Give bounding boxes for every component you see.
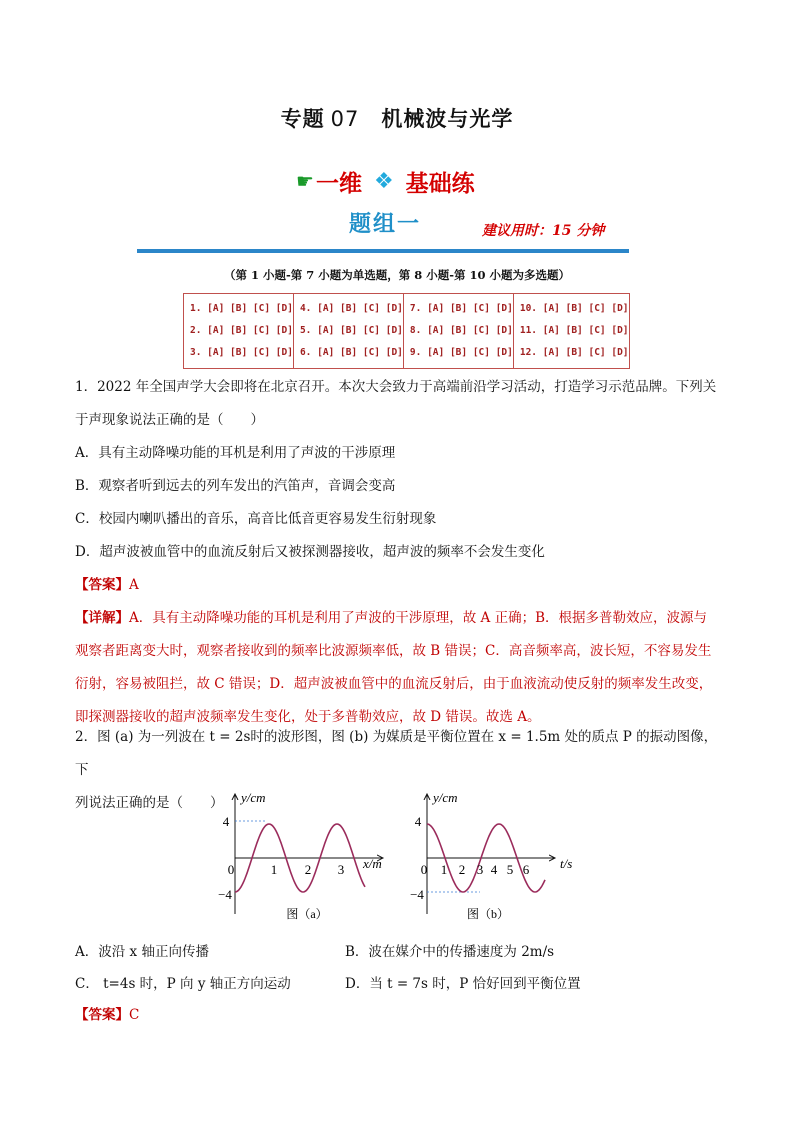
answer-cell[interactable]: 6. [A] [B] [C] [D] — [293, 342, 403, 369]
pointing-hand-icon: ☛ — [296, 169, 314, 193]
option-b: B．波在媒介中的传播速度为 2m/s — [345, 944, 555, 960]
answer-cell[interactable]: 11. [A] [B] [C] [D] — [513, 320, 629, 342]
y-min-label: −4 — [218, 887, 232, 902]
x-tick-label: 3 — [337, 862, 345, 877]
question-stem: 2．图 (a) 为一列波在 t = 2s时的波形图，图 (b) 为媒质是平衡位置在 x = 1.5m 处的质点 P 的振动图像，下 — [75, 729, 718, 778]
x-label: x/m — [363, 856, 382, 871]
option-a: A．波沿 x 轴正向传播 — [75, 944, 209, 960]
x-tick-label: 2 — [304, 862, 312, 877]
page-title: 专题 07 机械波与光学 — [280, 107, 514, 131]
explanation-line: 观察者距离变大时，观察者接收到的频率比波源频率低，故 B 错误；C．高音频率高，波长短，不容易发生 — [75, 643, 712, 659]
option-b: B．观察者听到远去的列车发出的汽笛声，音调会变高 — [75, 478, 396, 494]
level-banner — [296, 166, 475, 196]
x-tick-label: 3 — [476, 862, 484, 877]
y-max-label: 4 — [414, 814, 422, 829]
option-a: A．具有主动降噪功能的耳机是利用了声波的干涉原理 — [75, 445, 396, 461]
option-c: C． t=4s 时，P 向 y 轴正方向运动 — [75, 976, 291, 992]
answer-cell[interactable]: 3. [A] [B] [C] [D] — [184, 342, 294, 369]
answer-cell[interactable]: 5. [A] [B] [C] [D] — [293, 320, 403, 342]
answer-cell[interactable]: 7. [A] [B] [C] [D] — [403, 294, 513, 321]
x-tick-label: 5 — [506, 862, 514, 877]
wave-graph-a — [215, 788, 405, 928]
x-label: t/s — [560, 856, 573, 871]
x-tick-label: 1 — [440, 862, 448, 877]
y-label: y/cm — [433, 790, 458, 805]
answer-cell[interactable]: 4. [A] [B] [C] [D] — [293, 294, 403, 321]
banner-right: 基础练 — [405, 170, 475, 197]
answer-sheet — [183, 293, 630, 369]
answer-cell[interactable]: 2. [A] [B] [C] [D] — [184, 320, 294, 342]
origin-label: 0 — [227, 862, 235, 877]
diamond-dots-icon: ❖ — [373, 168, 394, 194]
option-d: D．当 t = 7s 时，P 恰好回到平衡位置 — [345, 976, 581, 992]
y-min-label: −4 — [410, 887, 424, 902]
option-d: D．超声波被血管中的血流反射后又被探测器接收，超声波的频率不会发生变化 — [75, 544, 545, 560]
vibration-graph-b — [400, 788, 590, 928]
answer-line: 【答案】A — [75, 577, 139, 593]
x-tick-label: 2 — [458, 862, 466, 877]
option-c: C．校园内喇叭播出的音乐，高音比低音更容易发生衍射现象 — [75, 511, 437, 527]
x-tick-label: 6 — [522, 862, 530, 877]
divider — [137, 249, 629, 253]
explanation-line: 衍射，容易被阻拦，故 C 错误；D．超声波被血管中的血流反射后，由于血液流动使反射的频率发生改变， — [75, 676, 713, 692]
question-stem: 列说法正确的是（ ） — [75, 795, 224, 811]
answer-cell[interactable]: 1. [A] [B] [C] [D] — [184, 294, 294, 321]
question-type-note: （第 1 小题-第 7 小题为单选题，第 8 小题-第 10 小题为多选题） — [223, 268, 571, 282]
question-stem: 于声现象说法正确的是（ ） — [75, 412, 264, 428]
y-label: y/cm — [241, 790, 266, 805]
answer-cell[interactable]: 12. [A] [B] [C] [D] — [513, 342, 629, 369]
caption-a: 图（a） — [286, 907, 328, 921]
group-label: 题组一 — [349, 212, 422, 237]
origin-label: 0 — [420, 862, 428, 877]
question-stem: 1．2022 年全国声学大会即将在北京召开。本次大会致力于高端前沿学习活动，打造学习示范品牌。下列关 — [75, 379, 717, 395]
question-1 — [75, 371, 725, 734]
answer-cell[interactable]: 10. [A] [B] [C] [D] — [513, 294, 629, 321]
x-tick-label: 4 — [490, 862, 498, 877]
explanation: 【详解】A．具有主动降噪功能的耳机是利用了声波的干涉原理，故 A 正确；B．根据多普勒效应，波源与 — [75, 610, 708, 626]
answer-row — [184, 294, 630, 321]
caption-b: 图（b） — [466, 907, 510, 921]
answer-row — [184, 342, 630, 369]
explanation-line: 即探测器接收的超声波频率发生变化，处于多普勒效应，故 D 错误。故选 A。 — [75, 709, 541, 725]
answer-line: 【答案】C — [75, 1007, 140, 1023]
answer-cell[interactable]: 8. [A] [B] [C] [D] — [403, 320, 513, 342]
answer-cell[interactable]: 9. [A] [B] [C] [D] — [403, 342, 513, 369]
y-max-label: 4 — [222, 814, 230, 829]
banner-left: 一维 — [315, 170, 362, 197]
answer-row — [184, 320, 630, 342]
suggested-time: 建议用时：15 分钟 — [482, 223, 605, 239]
x-tick-label: 1 — [270, 862, 278, 877]
